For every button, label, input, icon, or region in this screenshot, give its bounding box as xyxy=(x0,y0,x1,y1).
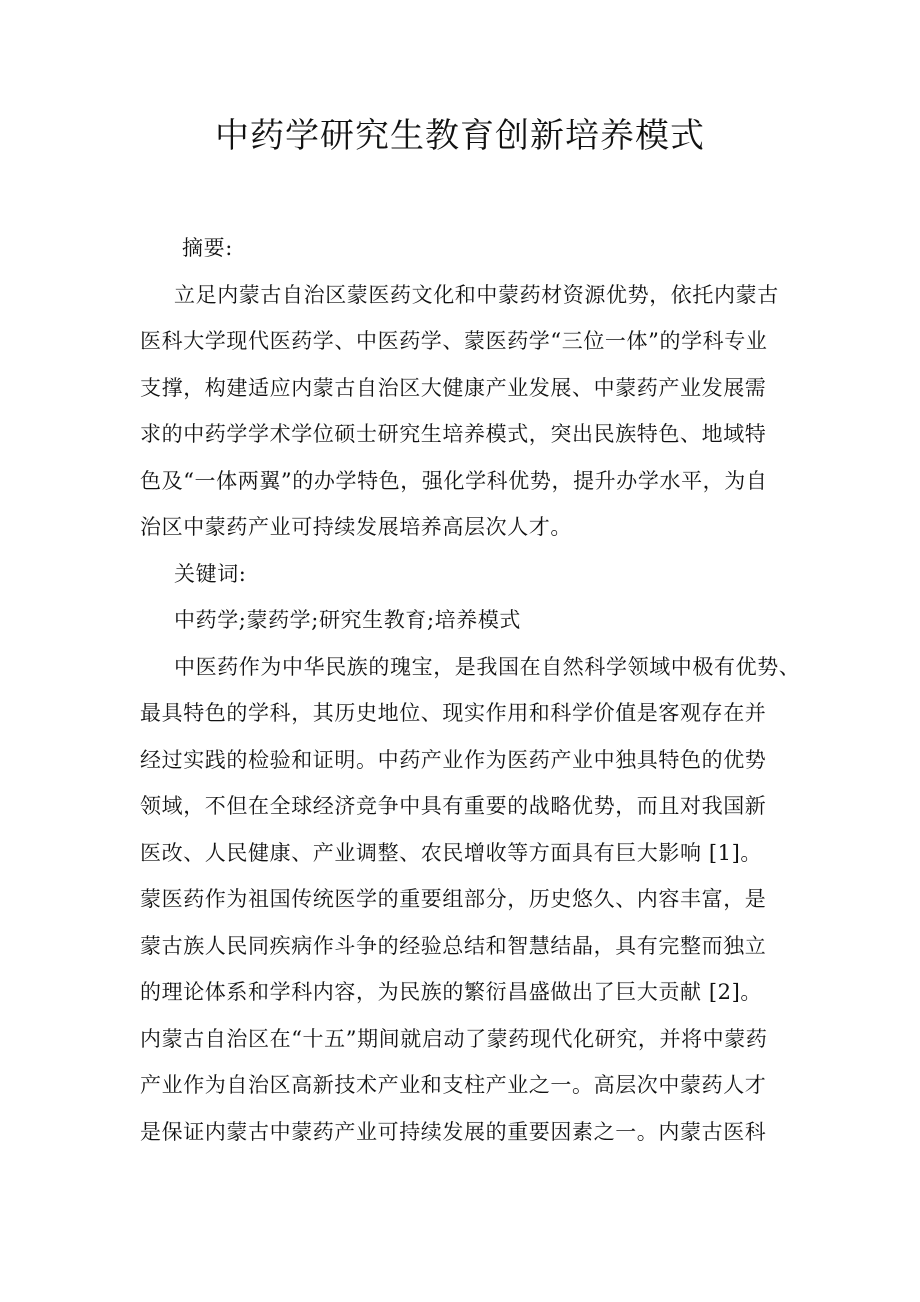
body-line: 产业作为自治区高新技术产业和支柱产业之一。高层次中蒙药人才 xyxy=(140,1073,767,1097)
body-line: 蒙古族人民同疾病作斗争的经验总结和智慧结晶，具有完整而独立 xyxy=(140,933,767,958)
abstract-line: 治区中蒙药产业可持续发展培养高层次人才。 xyxy=(140,515,572,539)
abstract-line: 支撑，构建适应内蒙古自治区大健康产业发展、中蒙药产业发展需 xyxy=(140,375,767,400)
abstract-line: 医科大学现代医药学、中医药学、蒙医药学“三位一体”的学科专业 xyxy=(140,329,768,353)
body-line: 医改、人民健康、产业调整、农民增收等方面具有巨大影响 [1]。 xyxy=(140,840,763,865)
abstract-line: 立足内蒙古自治区蒙医药文化和中蒙药材资源优势，依托内蒙古 xyxy=(174,282,779,307)
body-line: 经过实践的检验和证明。中药产业作为医药产业中独具特色的优势 xyxy=(140,747,767,772)
body-line: 的理论体系和学科内容，为民族的繁衍昌盛做出了巨大贡献 [2]。 xyxy=(140,980,763,1004)
abstract-label: 摘要: xyxy=(182,236,233,260)
abstract-line: 色及“一体两翼”的办学特色，强化学科优势，提升办学水平，为自 xyxy=(140,468,768,493)
keywords-label: 关键词: xyxy=(174,561,247,586)
keywords-text: 中药学;蒙药学;研究生教育;培养模式 xyxy=(174,608,522,632)
body-line: 蒙医药作为祖国传统医学的重要组部分，历史悠久、内容丰富，是 xyxy=(140,887,767,911)
document-body xyxy=(140,225,810,1155)
body-line: 领域，不但在全球经济竞争中具有重要的战略优势，而且对我国新 xyxy=(140,794,767,818)
abstract-line: 求的中药学学术学位硕士研究生培养模式，突出民族特色、地域特 xyxy=(140,422,767,446)
body-line: 是保证内蒙古中蒙药产业可持续发展的重要因素之一。内蒙古医科 xyxy=(140,1119,767,1144)
document-title: 中药学研究生教育创新培养模式 xyxy=(215,116,705,156)
body-line: 中医药作为中华民族的瑰宝，是我国在自然科学领域中极有优势、 xyxy=(174,654,801,679)
body-line: 最具特色的学科，其历史地位、现实作用和科学价值是客观存在并 xyxy=(140,701,767,725)
body-line: 内蒙古自治区在“十五”期间就启动了蒙药现代化研究，并将中蒙药 xyxy=(140,1026,768,1051)
